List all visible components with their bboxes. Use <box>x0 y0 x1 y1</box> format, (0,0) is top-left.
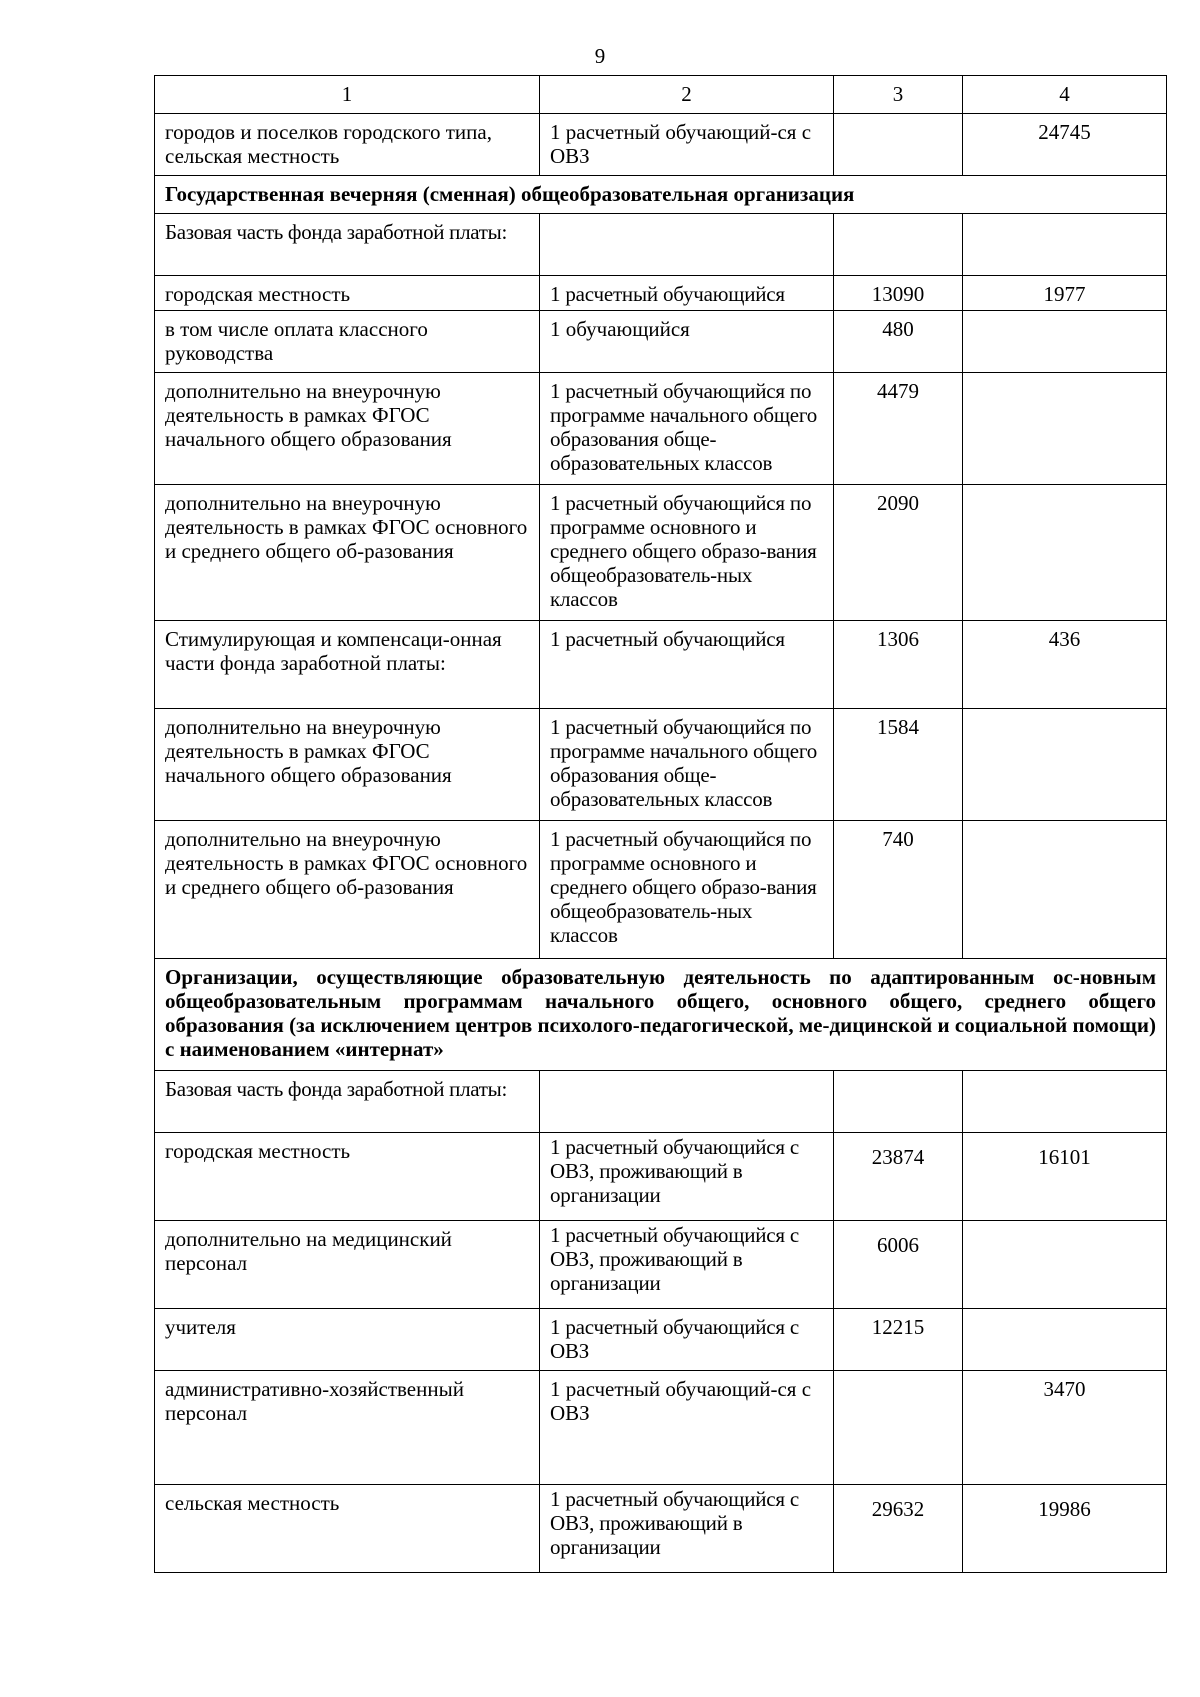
indicator-cell: сельская местность <box>155 1485 540 1573</box>
table-row <box>155 1371 1167 1485</box>
header-cell-4: 4 <box>963 76 1167 114</box>
unit-cell: 1 обучающийся <box>540 311 834 373</box>
unit-cell <box>540 214 834 276</box>
header-cell-3: 3 <box>834 76 963 114</box>
section-header-row <box>155 959 1167 1071</box>
value-cell-col4: 19986 <box>963 1485 1167 1573</box>
table-row <box>155 214 1167 276</box>
indicator-cell: Базовая часть фонда заработной платы: <box>155 214 540 276</box>
table-row <box>155 485 1167 621</box>
table-row <box>155 821 1167 959</box>
unit-cell: 1 расчетный обучающийся <box>540 276 834 311</box>
unit-cell <box>540 1071 834 1133</box>
indicator-cell: дополнительно на внеурочную деятельность в рамках ФГОС основного и среднего общего об-разования <box>155 821 540 959</box>
tariff-table <box>154 75 1167 1573</box>
table-row <box>155 1485 1167 1573</box>
indicator-cell: Стимулирующая и компенсаци-онная части фонда заработной платы: <box>155 621 540 709</box>
value-cell-col4 <box>963 1221 1167 1309</box>
value-cell-col3: 2090 <box>834 485 963 621</box>
unit-cell: 1 расчетный обучающий-ся с ОВЗ <box>540 114 834 176</box>
indicator-cell: административно-хозяйственный персонал <box>155 1371 540 1485</box>
value-cell-col3: 29632 <box>834 1485 963 1573</box>
table-row <box>155 311 1167 373</box>
value-cell-col4 <box>963 1071 1167 1133</box>
value-cell-col4 <box>963 821 1167 959</box>
unit-cell: 1 расчетный обучающийся по программе основного и среднего общего образо-вания общеобразователь-ных классов <box>540 821 834 959</box>
indicator-cell: учителя <box>155 1309 540 1371</box>
value-cell-col3: 740 <box>834 821 963 959</box>
value-cell-col3: 1584 <box>834 709 963 821</box>
value-cell-col4 <box>963 214 1167 276</box>
table-row <box>155 621 1167 709</box>
value-cell-col4 <box>963 485 1167 621</box>
value-cell-col4: 24745 <box>963 114 1167 176</box>
value-cell-col3 <box>834 1371 963 1485</box>
value-cell-col4: 16101 <box>963 1133 1167 1221</box>
unit-cell: 1 расчетный обучающийся с ОВЗ, проживающий в организации <box>540 1485 834 1573</box>
table-row <box>155 1133 1167 1221</box>
value-cell-col4 <box>963 311 1167 373</box>
unit-cell: 1 расчетный обучающийся с ОВЗ <box>540 1309 834 1371</box>
value-cell-col3 <box>834 1071 963 1133</box>
value-cell-col4: 3470 <box>963 1371 1167 1485</box>
value-cell-col3 <box>834 214 963 276</box>
unit-cell: 1 расчетный обучающийся с ОВЗ, проживающий в организации <box>540 1221 834 1309</box>
value-cell-col3: 6006 <box>834 1221 963 1309</box>
value-cell-col4 <box>963 709 1167 821</box>
value-cell-col3: 23874 <box>834 1133 963 1221</box>
section-header-row <box>155 176 1167 214</box>
page-number: 9 <box>594 44 606 68</box>
indicator-cell: дополнительно на медицинский персонал <box>155 1221 540 1309</box>
indicator-cell: дополнительно на внеурочную деятельность в рамках ФГОС основного и среднего общего об-разования <box>155 485 540 621</box>
unit-cell: 1 расчетный обучающийся по программе начального общего образования обще-образовательных классов <box>540 373 834 485</box>
value-cell-col3: 480 <box>834 311 963 373</box>
indicator-cell: городская местность <box>155 1133 540 1221</box>
value-cell-col3: 1306 <box>834 621 963 709</box>
value-cell-col4 <box>963 1309 1167 1371</box>
indicator-cell: городская местность <box>155 276 540 311</box>
header-cell-2: 2 <box>540 76 834 114</box>
section-title: Организации, осуществляющие образовательную деятельность по адаптированным ос-новным общеобразовательным программам начального общего, основного общего, среднего общего образования (за исключением центров психолого-педагогической, ме-дицинской и социальной помощи) с наименованием «интернат» <box>155 959 1167 1071</box>
indicator-cell: дополнительно на внеурочную деятельность в рамках ФГОС начального общего образования <box>155 373 540 485</box>
table-row <box>155 1309 1167 1371</box>
value-cell-col4: 1977 <box>963 276 1167 311</box>
unit-cell: 1 расчетный обучающийся <box>540 621 834 709</box>
unit-cell: 1 расчетный обучающийся по программе основного и среднего общего образо-вания общеобразователь-ных классов <box>540 485 834 621</box>
section-title: Государственная вечерняя (сменная) общеобразовательная организация <box>155 176 1167 214</box>
value-cell-col3: 4479 <box>834 373 963 485</box>
table-row <box>155 114 1167 176</box>
table-row <box>155 709 1167 821</box>
value-cell-col3: 13090 <box>834 276 963 311</box>
value-cell-col4: 436 <box>963 621 1167 709</box>
unit-cell: 1 расчетный обучающийся с ОВЗ, проживающий в организации <box>540 1133 834 1221</box>
table-row <box>155 1221 1167 1309</box>
table-row <box>155 373 1167 485</box>
table-row <box>155 276 1167 311</box>
value-cell-col3: 12215 <box>834 1309 963 1371</box>
table-row <box>155 1071 1167 1133</box>
value-cell-col3 <box>834 114 963 176</box>
value-cell-col4 <box>963 373 1167 485</box>
indicator-cell: Базовая часть фонда заработной платы: <box>155 1071 540 1133</box>
indicator-cell: дополнительно на внеурочную деятельность в рамках ФГОС начального общего образования <box>155 709 540 821</box>
header-cell-1: 1 <box>155 76 540 114</box>
unit-cell: 1 расчетный обучающийся по программе начального общего образования обще-образовательных классов <box>540 709 834 821</box>
table-header-row <box>155 76 1167 114</box>
indicator-cell: городов и поселков городского типа, сельская местность <box>155 114 540 176</box>
indicator-cell: в том числе оплата классного руководства <box>155 311 540 373</box>
unit-cell: 1 расчетный обучающий-ся с ОВЗ <box>540 1371 834 1485</box>
